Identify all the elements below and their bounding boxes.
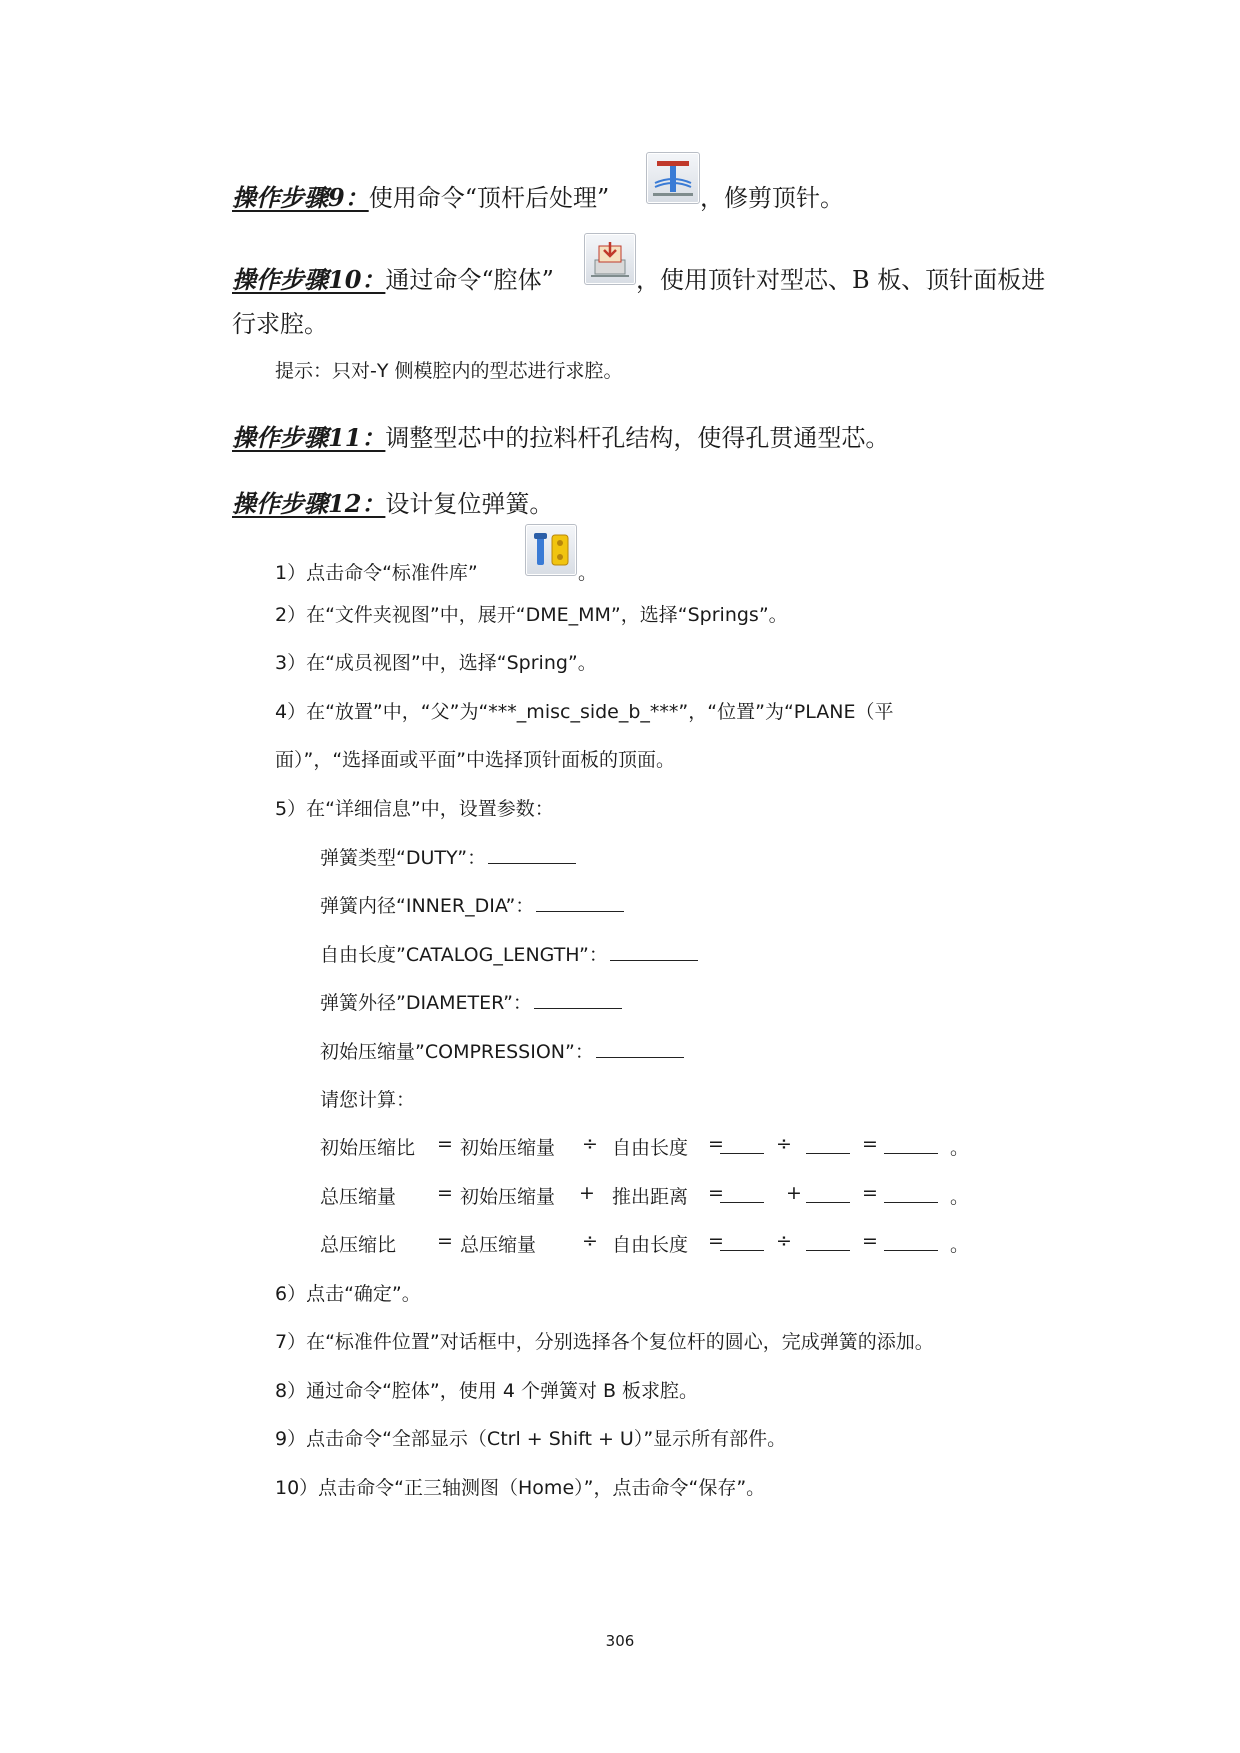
param-compression-blank[interactable] bbox=[596, 1039, 684, 1058]
calc-intro: 请您计算： bbox=[320, 1089, 416, 1111]
item-3: 3）在“成员视图”中，选择“Spring”。 bbox=[275, 652, 597, 674]
step-11-text: 调整型芯中的拉料杆孔结构，使得孔贯通型芯。 bbox=[385, 424, 890, 452]
calc-1-term2: 自由长度 bbox=[612, 1137, 689, 1159]
step-9-tail bbox=[700, 178, 844, 213]
item-9: 9）点击命令“全部显示（Ctrl + Shift + U）”显示所有部件。 bbox=[275, 1428, 787, 1450]
step-10 bbox=[232, 260, 554, 295]
calc-2-eq3: = bbox=[862, 1182, 878, 1204]
step-10-text-b: ，使用顶针对型芯、B 板、顶针面板进 bbox=[636, 266, 1046, 294]
calc-1-blank-c[interactable] bbox=[884, 1135, 938, 1154]
calc-3-term2: 自由长度 bbox=[612, 1234, 689, 1256]
step-11-label: 操作步骤11： bbox=[232, 423, 386, 452]
param-catalog-length bbox=[320, 940, 698, 967]
calc-2-eq2: = bbox=[708, 1182, 724, 1204]
calc-3-eq3: = bbox=[862, 1230, 878, 1252]
step-10-tail bbox=[636, 260, 1045, 295]
item-6: 6）点击“确定”。 bbox=[275, 1283, 421, 1305]
step-9 bbox=[232, 178, 609, 213]
item-7: 7）在“标准件位置”对话框中，分别选择各个复位杆的圆心，完成弹簧的添加。 bbox=[275, 1331, 934, 1353]
step-10-text-c: 行求腔。 bbox=[232, 310, 328, 338]
calc-2-blank-c[interactable] bbox=[884, 1184, 938, 1203]
calc-row-3 bbox=[0, 1230, 1240, 1260]
calc-1-eq: = bbox=[437, 1133, 453, 1155]
item-2: 2）在“文件夹视图”中，展开“DME_MM”，选择“Springs”。 bbox=[275, 604, 788, 626]
calc-3-eq: = bbox=[437, 1230, 453, 1252]
calc-3-end: 。 bbox=[950, 1234, 970, 1256]
calc-3-blank-a[interactable] bbox=[720, 1232, 764, 1251]
ejector-pin-postprocess-icon bbox=[646, 152, 700, 204]
step-12-text: 设计复位弹簧。 bbox=[385, 490, 554, 518]
calc-2-op2: + bbox=[786, 1182, 802, 1204]
step-9-text-b: ，修剪顶针。 bbox=[700, 184, 844, 212]
calc-1-eq2: = bbox=[708, 1133, 724, 1155]
param-inner-dia-blank[interactable] bbox=[536, 893, 624, 912]
param-inner-dia-label: 弹簧内径“INNER_DIA”： bbox=[320, 895, 535, 917]
item-8: 8）通过命令“腔体”，使用 4 个弹簧对 B 板求腔。 bbox=[275, 1380, 699, 1402]
calc-2-eq: = bbox=[437, 1182, 453, 1204]
calc-3-term1: 总压缩量 bbox=[460, 1234, 537, 1256]
param-diameter-blank[interactable] bbox=[534, 990, 622, 1009]
calc-2-blank-a[interactable] bbox=[720, 1184, 764, 1203]
calc-row-2 bbox=[0, 1182, 1240, 1212]
calc-1-blank-b[interactable] bbox=[806, 1135, 850, 1154]
item-10: 10）点击命令“正三轴测图（Home）”，点击命令“保存”。 bbox=[275, 1477, 766, 1499]
step-9-text-a: 使用命令“顶杆后处理” bbox=[368, 184, 610, 212]
calc-3-blank-c[interactable] bbox=[884, 1232, 938, 1251]
calc-1-term1: 初始压缩量 bbox=[460, 1137, 556, 1159]
calc-1-op: ÷ bbox=[582, 1133, 598, 1155]
calc-1-eq3: = bbox=[862, 1133, 878, 1155]
calc-3-eq2: = bbox=[708, 1230, 724, 1252]
cavity-icon bbox=[584, 233, 636, 285]
step-12 bbox=[232, 484, 553, 519]
step-9-label: 操作步骤9： bbox=[232, 183, 369, 212]
param-compression-label: 初始压缩量”COMPRESSION”： bbox=[320, 1041, 594, 1063]
calc-2-end: 。 bbox=[950, 1186, 970, 1208]
calc-2-op: + bbox=[579, 1182, 595, 1204]
item-1: 1）点击命令“标准件库” bbox=[275, 562, 478, 584]
page-number: 306 bbox=[605, 1632, 635, 1650]
calc-2-term1: 初始压缩量 bbox=[460, 1186, 556, 1208]
step-10-cont bbox=[232, 304, 328, 339]
step-10-label: 操作步骤10： bbox=[232, 265, 386, 294]
param-diameter-label: 弹簧外径”DIAMETER”： bbox=[320, 992, 532, 1014]
calc-3-op2: ÷ bbox=[776, 1230, 792, 1252]
standard-parts-library-icon bbox=[525, 524, 577, 576]
calc-1-name: 初始压缩比 bbox=[320, 1137, 416, 1159]
item-4: 4）在“放置”中，“父”为“***_misc_side_b_***”，“位置”为“PLANE（平 bbox=[275, 701, 894, 723]
item-4-cont: 面）”，“选择面或平面”中选择顶针面板的顶面。 bbox=[275, 749, 676, 771]
param-duty-label: 弹簧类型“DUTY”： bbox=[320, 847, 487, 869]
step-12-label: 操作步骤12： bbox=[232, 489, 386, 518]
calc-2-blank-b[interactable] bbox=[806, 1184, 850, 1203]
step-11 bbox=[232, 418, 889, 453]
param-catalog-length-label: 自由长度”CATALOG_LENGTH”： bbox=[320, 944, 608, 966]
param-duty-blank[interactable] bbox=[488, 845, 576, 864]
calc-1-blank-a[interactable] bbox=[720, 1135, 764, 1154]
calc-2-term2: 推出距离 bbox=[612, 1186, 689, 1208]
calc-1-end: 。 bbox=[950, 1137, 970, 1159]
calc-1-op2: ÷ bbox=[776, 1133, 792, 1155]
calc-3-name: 总压缩比 bbox=[320, 1234, 397, 1256]
param-catalog-length-blank[interactable] bbox=[610, 942, 698, 961]
step-10-text-a: 通过命令“腔体” bbox=[385, 266, 554, 294]
param-compression bbox=[320, 1037, 684, 1064]
param-duty bbox=[320, 843, 576, 870]
calc-row-1 bbox=[0, 1133, 1240, 1163]
param-diameter bbox=[320, 988, 622, 1015]
calc-3-blank-b[interactable] bbox=[806, 1232, 850, 1251]
item-1-end: 。 bbox=[578, 562, 598, 584]
tip-note: 提示：只对-Y 侧模腔内的型芯进行求腔。 bbox=[275, 360, 623, 382]
item-5: 5）在“详细信息”中，设置参数： bbox=[275, 798, 554, 820]
param-inner-dia bbox=[320, 891, 624, 918]
calc-2-name: 总压缩量 bbox=[320, 1186, 397, 1208]
calc-3-op: ÷ bbox=[582, 1230, 598, 1252]
